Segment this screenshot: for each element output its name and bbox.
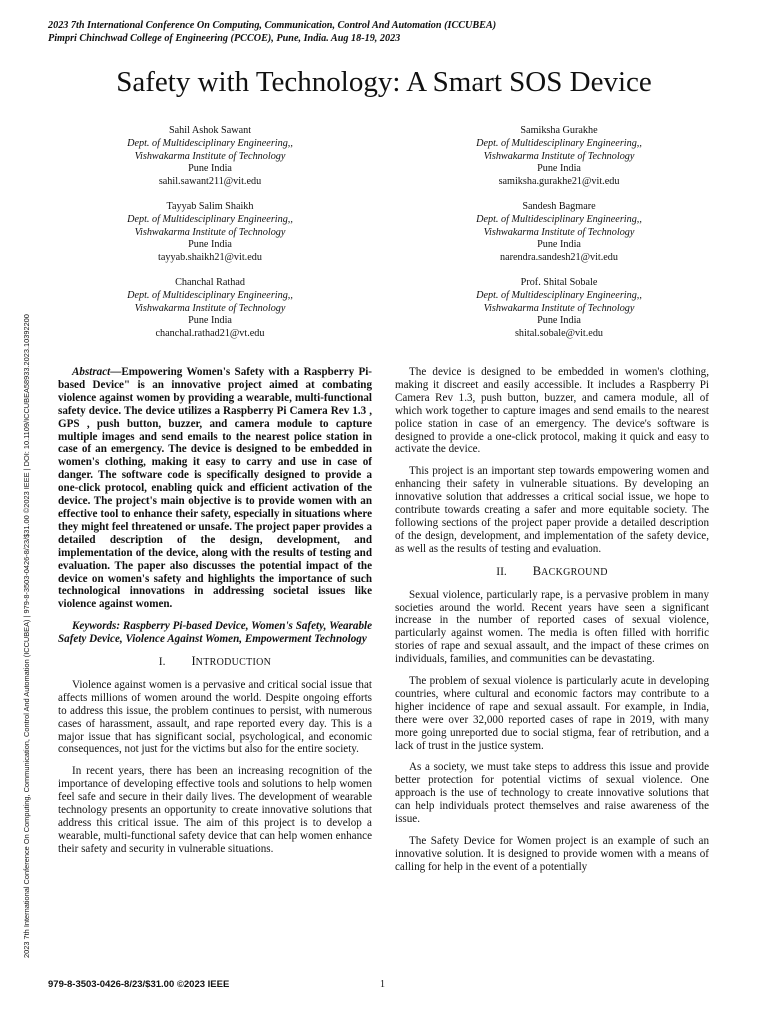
author-email: samiksha.gurakhe21@vit.edu (498, 176, 620, 188)
author-institute: Vishwakarma Institute of Technology (134, 302, 286, 314)
author-dept: Dept. of Multidesciplinary Engineering,, (476, 289, 642, 301)
author-dept: Dept. of Multidesciplinary Engineering,, (127, 137, 293, 149)
paragraph: Violence against women is a pervasive and critical social issue that affects millions of women around the world. Despite ongoing efforts to address this issue, the problem continues to persist, with numerous cases of harassment, assault, and rape reported every day. This is a major issue that has significant social, psychological, and economic consequences, not just for the victims but also for the entire society. (58, 678, 372, 756)
author-institute: Vishwakarma Institute of Technology (483, 226, 635, 238)
paper-title: Safety with Technology: A Smart SOS Device (116, 66, 652, 98)
keywords-text: Raspberry Pi-based Device, Women's Safety, Wearable Safety Device, Violence Against Women, Empowerment Technology (58, 620, 372, 646)
author-dept: Dept. of Multidesciplinary Engineering,, (127, 289, 293, 301)
author-name: Sandesh Bagmare (522, 201, 596, 212)
author-block (80, 125, 340, 189)
author-dept: Dept. of Multidesciplinary Engineering,, (476, 213, 642, 225)
author-city: Pune India (188, 163, 232, 175)
conference-header (48, 19, 496, 45)
author-block (80, 201, 340, 265)
author-name: Prof. Shital Sobale (520, 277, 598, 288)
paragraph: Sexual violence, particularly rape, is a pervasive problem in many societies around the world. Recent years have seen a significant increase in the number of reported cases of sexual violence, particularly against women. The media is often filled with horrific stories of rape and sexual assault, and the impact of these crimes on individuals, families, and communities can be devastating. (395, 588, 709, 666)
paragraph: This project is an important step towards empowering women and enhancing their safety in vulnerable situations. By developing an innovative solution that addresses a critical social issue, we hope to contribute towards creating a safer and more equitable society. The following sections of the project paper provide a detailed description of the design, development, and implementation of the safety device, as well as the results of testing and evaluation. (395, 465, 709, 555)
paragraph: The device is designed to be embedded in women's clothing, making it discreet and easily accessible. It includes a Raspberry Pi Camera Rev 1.3, push button, buzzer, and camera module, all of which work together to capture images and send emails to the nearest police station in case of an emergency. The device's software is designed to provide a one-click protocol, making it quick and easy to activate the device. (395, 366, 709, 456)
author-city: Pune India (537, 239, 581, 251)
author-block (80, 277, 340, 341)
abstract (58, 366, 372, 611)
right-column (395, 366, 709, 883)
author-block (429, 201, 689, 265)
author-name: Tayyab Salim Shaikh (166, 201, 254, 212)
doi-sidebar (14, 178, 30, 958)
author-dept: Dept. of Multidesciplinary Engineering,, (127, 213, 293, 225)
abstract-label: Abstract (72, 366, 111, 378)
author-city: Pune India (188, 315, 232, 327)
left-column (58, 366, 372, 865)
author-name: Sahil Ashok Sawant (168, 125, 252, 136)
paragraph: As a society, we must take steps to address this issue and provide better protection for potential victims of sexual violence. One approach is the use of technology to create innovative solutions that can help individuals protect themselves and raise awareness of the issue. (395, 761, 709, 826)
author-email: tayyab.shaikh21@vit.edu (158, 252, 262, 264)
doi-sidebar-text: 2023 7th International Conference On Computing, Communication, Control And Automation (ICCUBEA) | 979-8-3503-0426-8/23/$31.00 ©2023 IEEE | DOI: 10.1109/ICCUBEA58933.2023.10392200 (22, 314, 31, 958)
author-institute: Vishwakarma Institute of Technology (483, 150, 635, 162)
page-number: 1 (380, 979, 385, 990)
author-email: chanchal.rathad21@vt.edu (155, 328, 265, 340)
keywords (58, 620, 372, 646)
author-institute: Vishwakarma Institute of Technology (134, 226, 286, 238)
paragraph: In recent years, there has been an increasing recognition of the importance of developing effective tools and solutions to help women feel safe and secure in their daily lives. The development of wearable technology presents an opportunity to create innovative solutions that address this critical issue. The aim of this project is to develop a wearable, multi-functional safety device that can help women enhance their safety and security in vulnerable situations. (58, 765, 372, 855)
author-email: sahil.sawant211@vit.edu (158, 176, 262, 188)
section-number: II. (496, 565, 507, 578)
author-dept: Dept. of Multidesciplinary Engineering,, (476, 137, 642, 149)
abstract-text: Empowering Women's Safety with a Raspberry Pi-based Device" is an innovative project aimed at combating violence against women by providing a wearable, multi-functional safety device. The device utilizes a Raspberry Pi Camera Rev 1.3 , GPS , push button, buzzer, and camera module to capture multiple images and send emails to the nearest police station in case of an emergency. The device is designed to be embedded in women's clothing, making it easy to carry and use in case of danger. The software code is specifically designed to provide a one-click protocol, enabling quick and efficient activation of the device. The project's main objective is to provide women with an effective tool to enhance their safety, especially in situations where they might feel threatened or unsafe. The project paper provides a detailed description of the design, development, and implementation of the device, along with the results of testing and evaluation. The paper also discusses the potential impact of the device on women's safety and highlights the importance of such technological innovations in addressing societal issues like violence against women. (58, 366, 372, 611)
author-name: Samiksha Gurakhe (520, 125, 598, 136)
section-heading-background: II. BACKGROUND (496, 563, 608, 578)
conference-line-1: 2023 7th International Conference On Computing, Communication, Control And Automation (ICCUBEA) (48, 20, 497, 31)
footer-isbn: 979-8-3503-0426-8/23/$31.00 ©2023 IEEE (48, 979, 230, 990)
section-heading-introduction: I. INTRODUCTION (158, 654, 272, 669)
paragraph: The problem of sexual violence is particularly acute in developing countries, where cultural and economic factors may contribute to a higher incidence of rape and sexual assault. For example, in India, there were over 32,000 reported cases of rape in 2019, with many more going unreported due to social stigma, fear of retribution, and a lack of trust in the justice system. (395, 675, 709, 752)
author-email: shital.sobale@vit.edu (514, 328, 604, 340)
abstract-dash: — (110, 366, 122, 378)
author-institute: Vishwakarma Institute of Technology (134, 150, 286, 162)
author-city: Pune India (188, 239, 232, 251)
author-block (429, 125, 689, 189)
keywords-label: Keywords: (72, 620, 121, 633)
paragraph: The Safety Device for Women project is an example of such an innovative solution. It is designed to provide women with a means of calling for help in the event of a potentially (395, 835, 709, 873)
author-name: Chanchal Rathad (175, 277, 245, 288)
author-institute: Vishwakarma Institute of Technology (483, 302, 635, 314)
author-city: Pune India (537, 315, 581, 327)
section-number: I. (158, 656, 166, 669)
conference-line-2: Pimpri Chinchwad College of Engineering (PCCOE), Pune, India. Aug 18-19, 2023 (48, 33, 401, 44)
author-city: Pune India (537, 163, 581, 175)
author-email: narendra.sandesh21@vit.edu (499, 252, 618, 264)
author-block (429, 277, 689, 341)
